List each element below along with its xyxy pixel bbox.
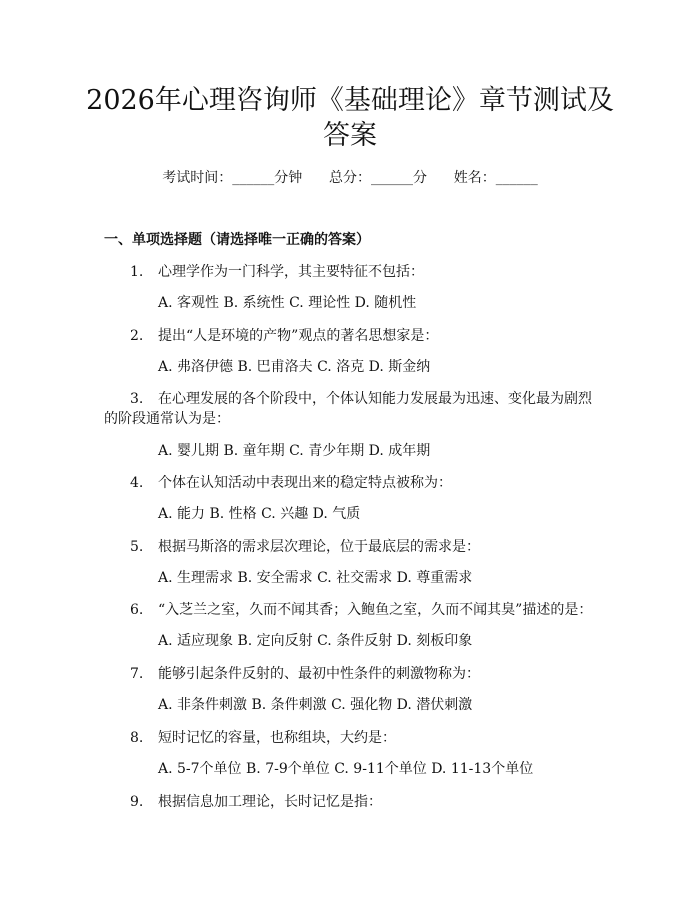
question-1-options: A. 客观性 B. 系统性 C. 理论性 D. 随机性 xyxy=(158,295,417,311)
question-3 xyxy=(104,389,602,429)
question-number: 9. xyxy=(130,794,144,810)
question-number: 1. xyxy=(130,264,144,280)
question-4-options: A. 能力 B. 性格 C. 兴趣 D. 气质 xyxy=(158,506,361,522)
question-4 xyxy=(104,473,602,493)
question-number: 4. xyxy=(130,475,144,491)
question-text: 短时记忆的容量，也称组块，大约是： xyxy=(158,730,396,746)
question-text: 根据马斯洛的需求层次理论，位于最底层的需求是： xyxy=(158,539,480,555)
document-title-line-2: 答案 xyxy=(323,120,377,151)
question-number: 7. xyxy=(130,666,144,682)
exam-info-line: 考试时间：______分钟 总分：______分 姓名：______ xyxy=(162,170,538,186)
question-text: 个体在认知活动中表现出来的稳定特点被称为： xyxy=(158,475,452,491)
question-6 xyxy=(104,600,602,620)
question-text: 能够引起条件反射的、最初中性条件的刺激物称为： xyxy=(158,666,480,682)
question-9 xyxy=(104,792,602,812)
document-title-line-1: 2026年心理咨询师《基础理论》章节测试及 xyxy=(86,85,614,116)
question-8-options: A. 5-7个单位 B. 7-9个单位 C. 9-11个单位 D. 11-13个单位 xyxy=(158,761,534,777)
question-7 xyxy=(104,664,602,684)
question-3-options: A. 婴儿期 B. 童年期 C. 青少年期 D. 成年期 xyxy=(158,443,431,459)
question-text: 在心理发展的各个阶段中，个体认知能力发展最为迅速、变化最为剧烈的阶段通常认为是： xyxy=(104,391,592,427)
question-5 xyxy=(104,537,602,557)
question-number: 2. xyxy=(130,328,144,344)
question-text: 根据信息加工理论，长时记忆是指： xyxy=(158,794,382,810)
question-2-options: A. 弗洛伊德 B. 巴甫洛夫 C. 洛克 D. 斯金纳 xyxy=(158,359,431,375)
question-number: 8. xyxy=(130,730,144,746)
question-8 xyxy=(104,728,602,748)
question-number: 6. xyxy=(130,602,144,618)
question-number: 3. xyxy=(130,391,144,407)
question-text: “入芝兰之室，久而不闻其香；入鲍鱼之室，久而不闻其臭”描述的是： xyxy=(158,602,593,618)
section-heading: 一、单项选择题（请选择唯一正确的答案） xyxy=(104,232,370,248)
question-5-options: A. 生理需求 B. 安全需求 C. 社交需求 D. 尊重需求 xyxy=(158,570,473,586)
question-1 xyxy=(104,262,602,282)
question-text: 提出“人是环境的产物”观点的著名思想家是： xyxy=(158,328,439,344)
question-number: 5. xyxy=(130,539,144,555)
question-2 xyxy=(104,326,602,346)
question-6-options: A. 适应现象 B. 定向反射 C. 条件反射 D. 刻板印象 xyxy=(158,633,473,649)
question-7-options: A. 非条件刺激 B. 条件刺激 C. 强化物 D. 潜伏刺激 xyxy=(158,697,473,713)
question-text: 心理学作为一门科学，其主要特征不包括： xyxy=(158,264,424,280)
